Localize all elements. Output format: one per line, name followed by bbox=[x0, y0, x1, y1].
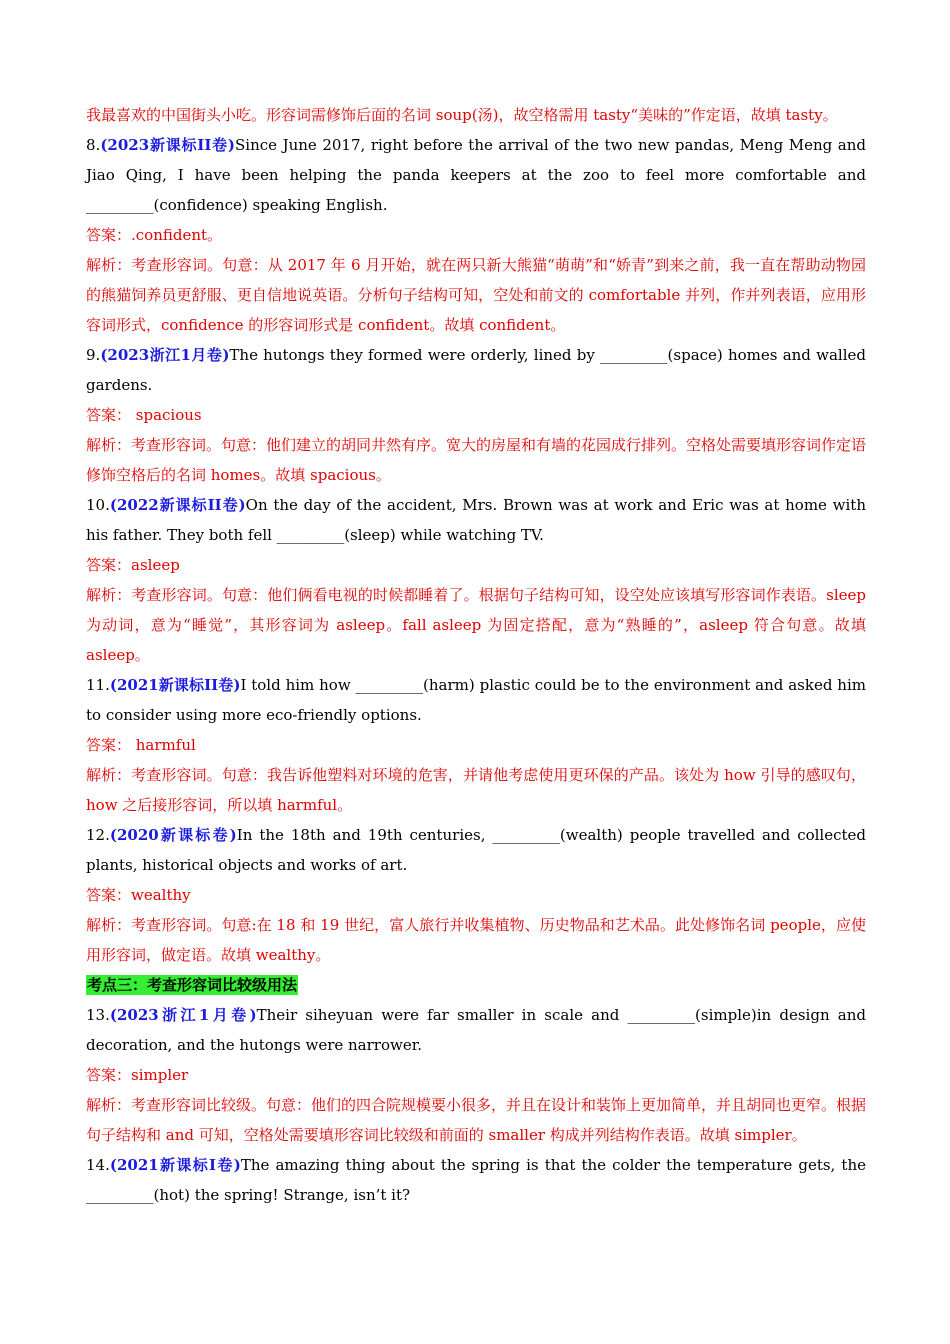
question-14 bbox=[86, 1150, 866, 1210]
question-source: (2020新课标卷) bbox=[109, 826, 237, 844]
question-11 bbox=[86, 670, 866, 820]
question-text bbox=[86, 340, 866, 400]
question-number: 10. bbox=[86, 496, 110, 514]
question-body: The amazing thing about the spring is that the colder the temperature gets, the _________(hot) the spring! Strange, isn’t it? bbox=[86, 1156, 866, 1204]
question-8 bbox=[86, 130, 866, 340]
question-source: (2022新课标II卷) bbox=[109, 496, 246, 514]
document-content bbox=[86, 100, 866, 1210]
section-heading-row bbox=[86, 970, 866, 1000]
question-text bbox=[86, 820, 866, 880]
answer: 答案：simpler bbox=[86, 1066, 189, 1084]
analysis: 解析：考查形容词。句意:在 18 和 19 世纪，富人旅行并收集植物、历史物品和艺术品。此处修饰名词 people，应使用形容词，做定语。故填 wealthy。 bbox=[86, 916, 866, 964]
question-source: (2023浙江1月卷) bbox=[100, 346, 230, 364]
answer: 答案： harmful bbox=[86, 736, 196, 754]
question-13 bbox=[86, 1000, 866, 1150]
question-source: (2021新课标II卷) bbox=[109, 676, 241, 694]
answer: 答案：wealthy bbox=[86, 886, 191, 904]
analysis: 解析：考查形容词。句意：从 2017 年 6 月开始，就在两只新大熊猫“萌萌”和“娇青”到来之前，我一直在帮助动物园的熊猫饲养员更舒服、更自信地说英语。分析句子结构可知，空处和前文的 comfortable 并列，作并列表语，应用形容词形式，confidence 的形容词形式是 confident。故填 confident。 bbox=[86, 256, 866, 334]
question-10 bbox=[86, 490, 866, 670]
question-body: I told him how _________(harm) plastic could be to the environment and asked him to consider using more eco-friendly options. bbox=[86, 676, 866, 724]
question-12 bbox=[86, 820, 866, 970]
answer: 答案：.confident。 bbox=[86, 226, 223, 244]
question-body: Their siheyuan were far smaller in scale and _________(simple)in design and decoration, and the hutongs were narrower. bbox=[86, 1006, 866, 1054]
question-text bbox=[86, 130, 866, 220]
question-text bbox=[86, 1000, 866, 1060]
question-text bbox=[86, 490, 866, 550]
question-body: On the day of the accident, Mrs. Brown was at work and Eric was at home with his father. They both fell _________(sleep) while watching TV. bbox=[86, 496, 866, 544]
question-number: 13. bbox=[86, 1006, 110, 1024]
analysis: 解析：考查形容词。句意：他们建立的胡同井然有序。宽大的房屋和有墙的花园成行排列。空格处需要填形容词作定语修饰空格后的名词 homes。故填 spacious。 bbox=[86, 436, 867, 484]
question-number: 8. bbox=[86, 136, 101, 154]
analysis: 解析：考查形容词比较级。句意：他们的四合院规模要小很多，并且在设计和装饰上更加简单，并且胡同也更窄。根据句子结构和 and 可知，空格处需要填形容词比较级和前面的 smaller 构成并列结构作表语。故填 simpler。 bbox=[86, 1096, 867, 1144]
question-text bbox=[86, 1150, 866, 1210]
question-body: Since June 2017, right before the arrival of the two new pandas, Meng Meng and Jiao Qing, I have been helping the panda keepers at the zoo to feel more comfortable and _________(confidence) speaking English. bbox=[86, 136, 866, 214]
intro-analysis: 我最喜欢的中国街头小吃。形容词需修饰后面的名词 soup(汤)，故空格需用 tasty“美味的”作定语，故填 tasty。 bbox=[86, 106, 838, 124]
question-number: 12. bbox=[86, 826, 110, 844]
analysis: 解析：考查形容词。句意：我告诉他塑料对环境的危害，并请他考虑使用更环保的产品。该处为 how 引导的感叹句，how 之后接形容词，所以填 harmful。 bbox=[86, 766, 866, 814]
question-body: The hutongs they formed were orderly, lined by _________(space) homes and walled gardens. bbox=[86, 346, 866, 394]
question-9 bbox=[86, 340, 866, 490]
answer: 答案：asleep bbox=[86, 556, 180, 574]
question-source: (2023浙江1月卷) bbox=[109, 1006, 257, 1024]
question-number: 14. bbox=[86, 1156, 110, 1174]
answer: 答案： spacious bbox=[86, 406, 202, 424]
question-number: 11. bbox=[86, 676, 110, 694]
section-heading: 考点三：考查形容词比较级用法 bbox=[87, 976, 298, 994]
analysis: 解析：考查形容词。句意：他们俩看电视的时候都睡着了。根据句子结构可知，设空处应该填写形容词作表语。sleep 为动词，意为“睡觉”，其形容词为 asleep。fall asleep 为固定搭配，意为“熟睡的”，asleep 符合句意。故填 asleep。 bbox=[86, 586, 866, 664]
question-body: In the 18th and 19th centuries, _________(wealth) people travelled and collected plants, historical objects and works of art. bbox=[86, 826, 866, 874]
question-source: (2023新课标II卷) bbox=[100, 136, 235, 154]
question-number: 9. bbox=[86, 346, 101, 364]
question-text bbox=[86, 670, 866, 730]
question-source: (2021新课标I卷) bbox=[109, 1156, 241, 1174]
